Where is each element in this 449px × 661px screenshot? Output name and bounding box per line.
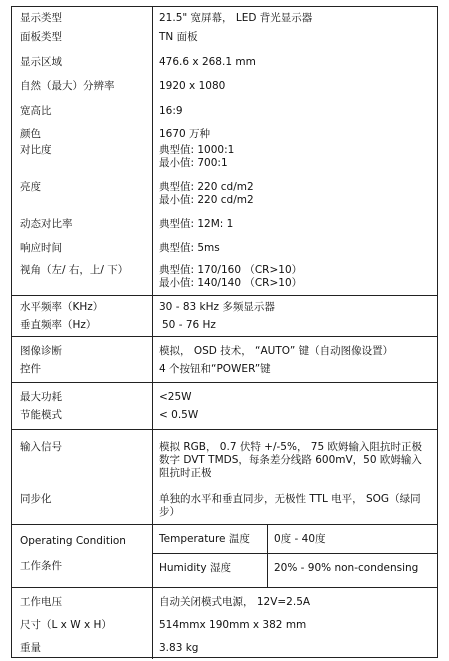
column-divider [152, 336, 153, 382]
operating-label-en: Operating Condition [20, 535, 126, 547]
aspect-ratio-value: 16:9 [159, 105, 183, 117]
contrast-min: 最小值: 700:1 [159, 157, 228, 169]
controls-value: 4 个按钮和“POWER”键 [159, 363, 271, 375]
colors-value: 1670 万种 [159, 128, 211, 140]
image-diagnostics-value: 模拟， OSD 技术， “AUTO” 键（自动图像设置） [159, 345, 394, 357]
voltage-value: 自动关闭模式电源， 12V=2.5A [159, 596, 311, 608]
weight-value: 3.83 kg [159, 642, 199, 654]
brightness-typical: 典型值: 220 cd/m2 [159, 181, 254, 193]
section-frequency [12, 295, 437, 337]
display-area-label: 显示区域 [20, 56, 62, 68]
section-display [12, 7, 437, 296]
brightness-label: 亮度 [20, 181, 41, 193]
power-saving-label: 节能模式 [20, 409, 62, 421]
column-divider [152, 429, 153, 524]
panel-type-label: 面板类型 [20, 31, 62, 43]
humidity-label: Humidity 湿度 [159, 562, 231, 574]
voltage-label: 工作电压 [20, 596, 62, 608]
h-freq-value: 30 - 83 kHz 多频显示器 [159, 301, 275, 313]
contrast-typical: 典型值: 1000:1 [159, 144, 235, 156]
column-divider [152, 524, 153, 587]
operating-label-cn: 工作条件 [20, 560, 62, 572]
column-divider [152, 382, 153, 429]
response-time-label: 响应时间 [20, 242, 62, 254]
aspect-ratio-label: 宽高比 [20, 105, 52, 117]
viewing-angle-typical: 典型值: 170/160 （CR>10） [159, 264, 303, 276]
subcolumn-divider [267, 524, 268, 587]
section-diagnostics [12, 336, 437, 383]
input-signal-value: 模拟 RGB， 0.7 伏特 +/-5%， 75 欧姆输入阻抗时正极数字 DVT TMDS，每条差分线路 600mV，50 欧姆输入阻抗时正极 [159, 441, 423, 479]
column-divider [152, 587, 153, 659]
dimensions-label: 尺寸（L x W x H） [20, 619, 112, 631]
sync-label: 同步化 [20, 493, 52, 505]
max-power-label: 最大功耗 [20, 391, 62, 403]
column-divider [152, 295, 153, 336]
sync-value: 单独的水平和垂直同步，无极性 TTL 电平， SOG（绿同步） [159, 493, 421, 518]
display-type-value: 21.5" 宽屏幕， LED 背光显示器 [159, 12, 313, 24]
display-area-value: 476.6 x 268.1 mm [159, 56, 256, 68]
controls-label: 控件 [20, 363, 41, 375]
max-power-value: <25W [159, 391, 192, 403]
panel-type-value: TN 面板 [159, 31, 198, 43]
v-freq-label: 垂直频率（Hz） [20, 319, 97, 331]
image-diagnostics-label: 图像诊断 [20, 345, 62, 357]
display-type-label: 显示类型 [20, 12, 62, 24]
viewing-angle-min: 最小值: 140/140 （CR>10） [159, 277, 303, 289]
temperature-label: Temperature 温度 [159, 533, 250, 545]
colors-label: 颜色 [20, 128, 41, 140]
section-signal [12, 429, 437, 525]
contrast-label: 对比度 [20, 144, 52, 156]
humidity-value: 20% - 90% non-condensing [274, 562, 419, 574]
input-signal-label: 输入信号 [20, 441, 62, 453]
v-freq-value: 50 - 76 Hz [162, 319, 216, 331]
row-divider [152, 553, 437, 554]
temperature-value: 0度 - 40度 [274, 533, 326, 545]
weight-label: 重量 [20, 642, 41, 654]
response-time-value: 典型值: 5ms [159, 242, 220, 254]
section-operating [12, 524, 437, 588]
viewing-angle-label: 视角（左/ 右，上/ 下） [20, 264, 129, 276]
resolution-value: 1920 x 1080 [159, 80, 226, 92]
column-divider [152, 7, 153, 295]
dimensions-value: 514mmx 190mm x 382 mm [159, 619, 307, 631]
power-saving-value: < 0.5W [159, 409, 199, 421]
section-power [12, 382, 437, 430]
dynamic-contrast-value: 典型值: 12M: 1 [159, 218, 234, 230]
h-freq-label: 水平频率（KHz） [20, 301, 104, 313]
brightness-min: 最小值: 220 cd/m2 [159, 194, 254, 206]
spec-table [11, 6, 438, 658]
resolution-label: 自然（最大）分辨率 [20, 80, 115, 92]
dynamic-contrast-label: 动态对比率 [20, 218, 73, 230]
section-physical [12, 587, 437, 659]
